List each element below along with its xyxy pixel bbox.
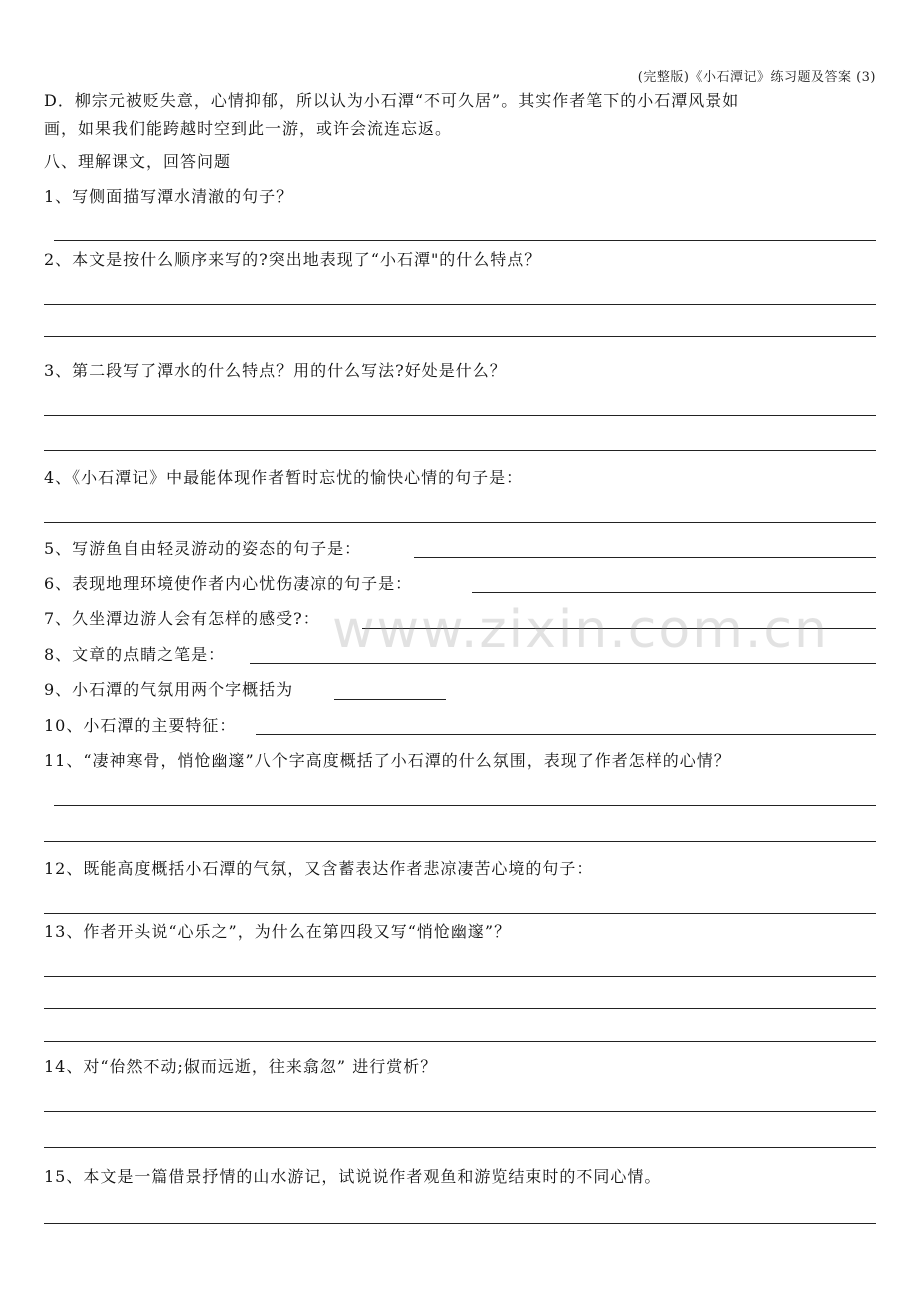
question-1: 1、写侧面描写潭水清澈的句子？ [44, 187, 294, 206]
question-3: 3、第二段写了潭水的什么特点？用的什么写法?好处是什么？ [44, 361, 507, 380]
section-title: 八、理解课文，回答问题 [44, 152, 232, 171]
answer-line[interactable] [44, 1223, 876, 1224]
answer-line[interactable] [54, 805, 876, 806]
answer-line[interactable] [44, 1147, 876, 1148]
answer-line[interactable] [44, 304, 876, 305]
answer-line[interactable] [250, 663, 876, 664]
question-10: 10、小石潭的主要特征： [44, 716, 237, 735]
option-d-line-1: D．柳宗元被贬失意，心情抑郁，所以认为小石潭“不可久居”。其实作者笔下的小石潭风景如 [44, 91, 740, 110]
answer-line[interactable] [44, 1008, 876, 1009]
watermark: www.zixin.com.cn [332, 600, 829, 660]
question-5: 5、写游鱼自由轻灵游动的姿态的句子是： [44, 539, 362, 558]
question-7: 7、久坐潭边游人会有怎样的感受?： [44, 609, 320, 628]
page-header: (完整版)《小石潭记》练习题及答案 (3) [637, 70, 876, 85]
option-d-line-2: 画，如果我们能跨越时空到此一游，或许会流连忘返。 [44, 119, 453, 138]
answer-line[interactable] [54, 240, 876, 241]
answer-line[interactable] [44, 841, 876, 842]
question-14: 14、对“佁然不动;俶而远逝，往来翕忽” 进行赏析？ [44, 1057, 438, 1076]
question-9: 9、小石潭的气氛用两个字概括为 [44, 680, 294, 699]
answer-line[interactable] [44, 1041, 876, 1042]
answer-line[interactable] [256, 734, 876, 735]
question-2: 2、本文是按什么顺序来写的?突出地表现了“小石潭"的什么特点？ [44, 250, 542, 269]
answer-line[interactable] [334, 699, 446, 700]
answer-line[interactable] [44, 1111, 876, 1112]
answer-line[interactable] [472, 592, 876, 593]
answer-line[interactable] [44, 450, 876, 451]
answer-line[interactable] [44, 415, 876, 416]
question-4: 4、《小石潭记》中最能体现作者暂时忘忧的愉快心情的句子是： [44, 468, 524, 487]
question-11: 11、“凄神寒骨，悄怆幽邃”八个字高度概括了小石潭的什么氛围，表现了作者怎样的心情？ [44, 751, 731, 770]
answer-line[interactable] [414, 557, 876, 558]
answer-line[interactable] [44, 336, 876, 337]
answer-line[interactable] [44, 976, 876, 977]
question-13: 13、作者开头说“心乐之”，为什么在第四段又写“悄怆幽邃”？ [44, 922, 512, 941]
question-12: 12、既能高度概括小石潭的气氛，又含蓄表达作者悲凉凄苦心境的句子： [44, 859, 594, 878]
question-6: 6、表现地理环境使作者内心忧伤凄凉的句子是： [44, 574, 413, 593]
question-8: 8、文章的点睛之笔是： [44, 645, 226, 664]
answer-line[interactable] [44, 522, 876, 523]
answer-line[interactable] [44, 913, 876, 914]
question-15: 15、本文是一篇借景抒情的山水游记，试说说作者观鱼和游览结束时的不同心情。 [44, 1167, 662, 1186]
